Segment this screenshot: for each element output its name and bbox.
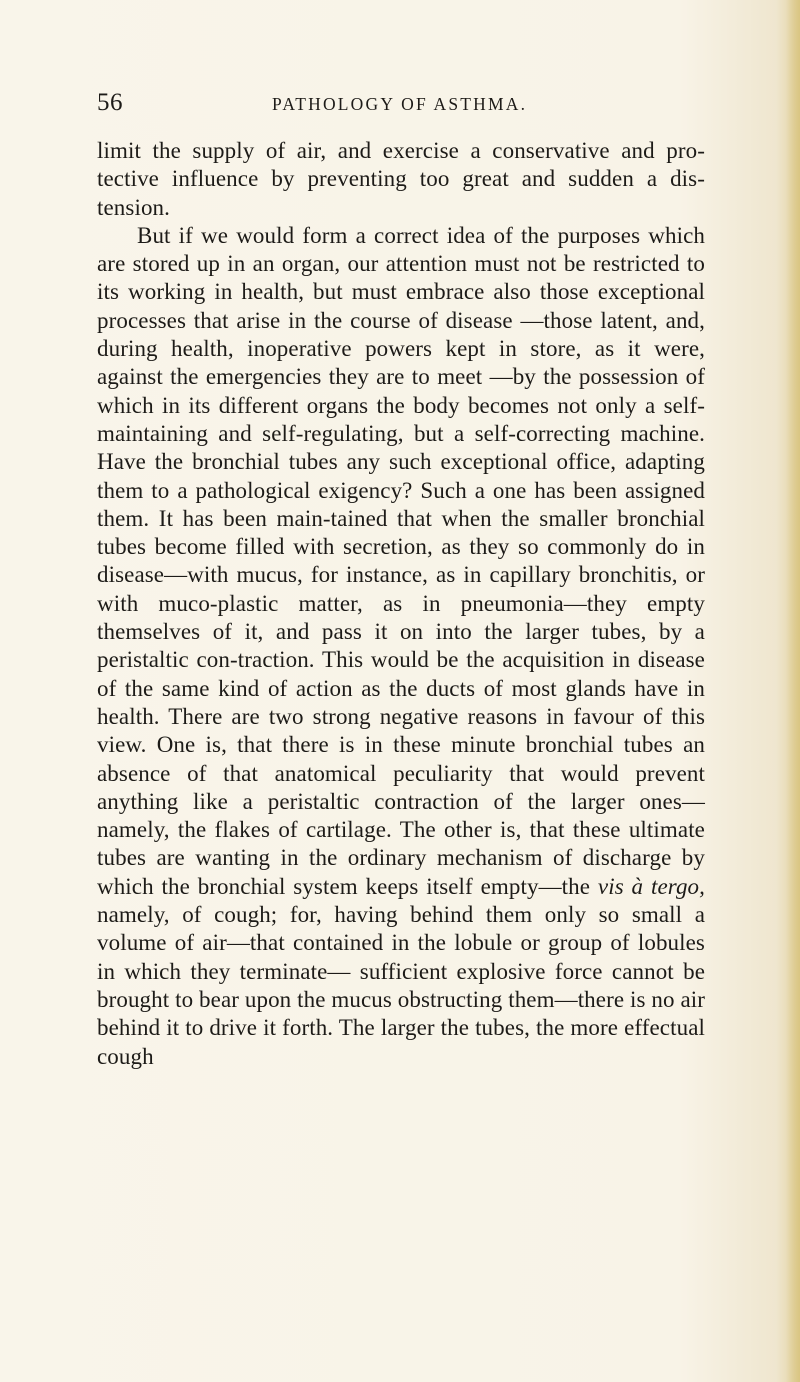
paragraph-text-end: namely, of cough; for, having behind them only so small a volume of air—that contained in the lobule or group of lobules in which they terminate— sufficient explosive force cannot be brought to bear upon the mucus obstructing them—there is no air behind it to drive it forth. The larger the tubes, the more effectual cough xyxy=(97,902,706,1069)
paragraph-continued: limit the supply of air, and exercise a conservative and pro-tective influence by preventing too great and sudden a dis-tension. xyxy=(97,138,705,220)
page-header xyxy=(97,88,697,118)
running-title: PATHOLOGY OF ASTHMA. xyxy=(272,94,528,114)
paragraph xyxy=(97,222,705,1071)
italic-phrase: vis à tergo, xyxy=(597,873,705,899)
paragraph-text: But if we would form a correct idea of the purposes which are stored up in an organ, our attention must not be restricted to its working in health, but must embrace also those exceptional processes that arise in the course of disease —those latent, and, during health, inoperative powers kept in store, as it were, against the emergencies they are to meet —by the possession of which in its different organs the body becomes not only a self-maintaining and self-regulating, but a self-correcting machine. Have the bronchial tubes any such exceptional office, adapting them to a pathological exigency? Such a one has been assigned them. It has been main-tained that when the smaller bronchial tubes become filled with secretion, as they so commonly do in disease—with mucus, for instance, as in capillary bronchitis, or with muco-plastic matter, as in pneumonia—they empty themselves of it, and pass it on into the larger tubes, by a peristaltic con-traction. This would be the acquisition in disease of the same kind of action as the ducts of most glands have in health. There are two strong negative reasons in favour of this view. One is, that there is in these minute bronchial tubes an absence of that anatomical peculiarity that would prevent anything like a peristaltic contraction of the larger ones—namely, the flakes of cartilage. The other is, that these ultimate tubes are wanting in the ordinary mechanism of discharge by which the bronchial system keeps itself empty—the xyxy=(97,222,705,899)
page-number: 56 xyxy=(97,89,123,116)
body-text xyxy=(97,137,705,1071)
page-edge-shadow xyxy=(786,0,800,1382)
